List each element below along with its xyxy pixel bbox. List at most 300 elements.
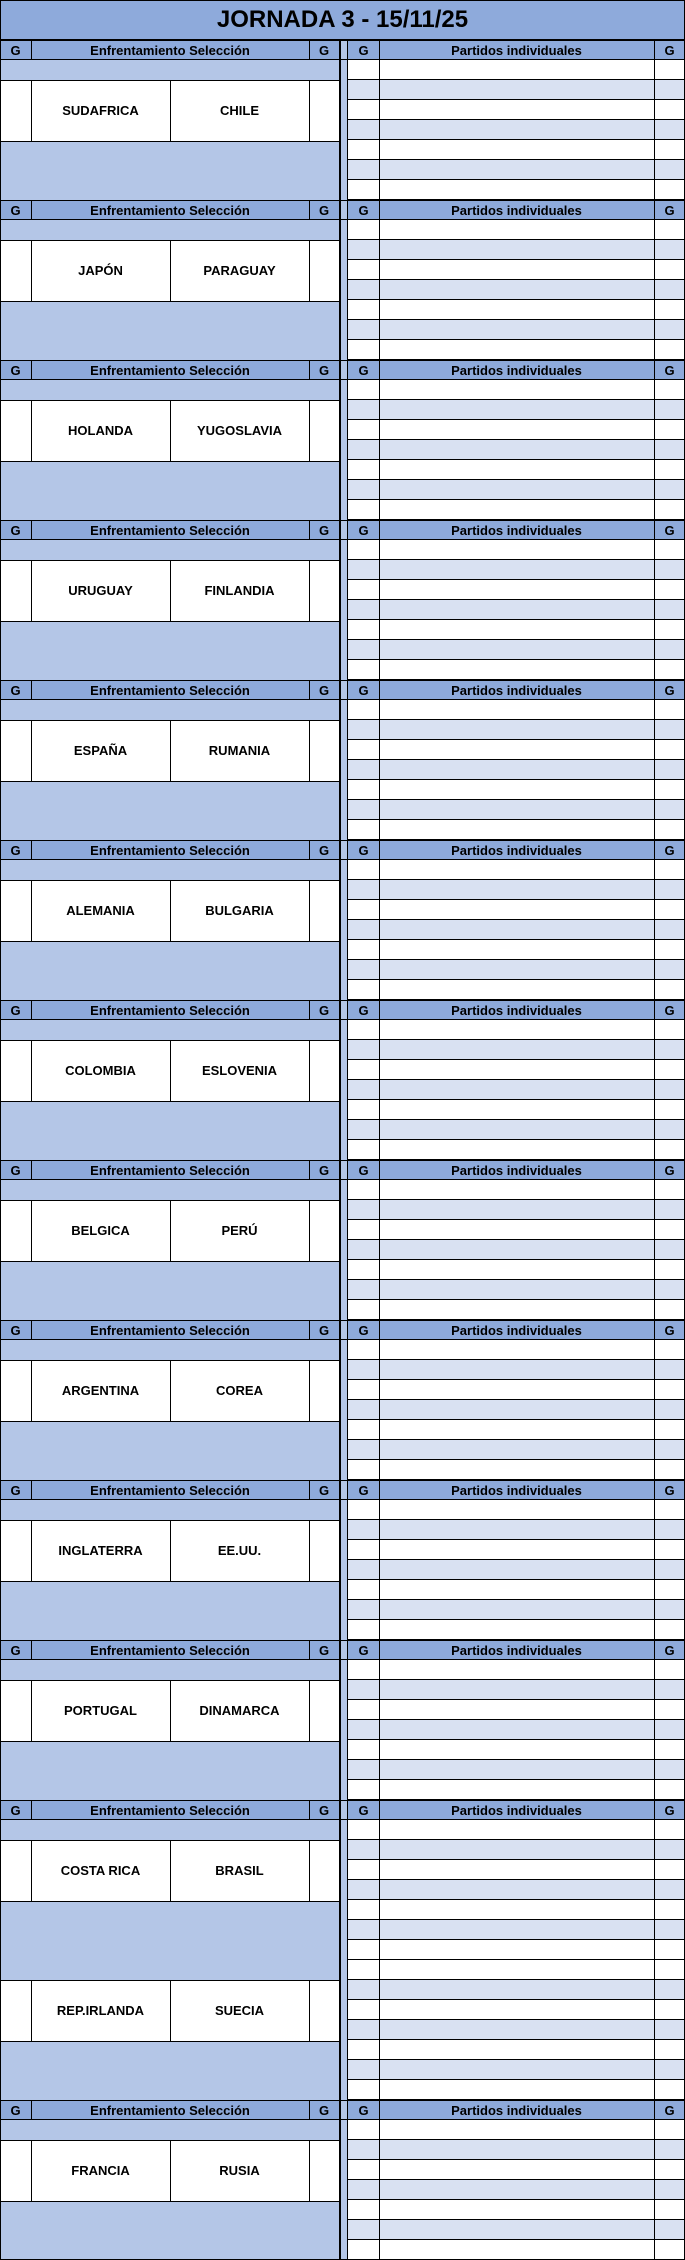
individual-match-row[interactable] bbox=[379, 820, 654, 840]
score-cell-away[interactable] bbox=[309, 1200, 339, 1261]
individual-g-right[interactable] bbox=[654, 660, 685, 680]
individual-g-left[interactable] bbox=[348, 1660, 379, 1680]
individual-g-right[interactable] bbox=[654, 120, 685, 140]
individual-g-right[interactable] bbox=[654, 2120, 685, 2140]
individual-g-right[interactable] bbox=[654, 1040, 685, 1060]
individual-g-right[interactable] bbox=[654, 860, 685, 880]
score-cell-away[interactable] bbox=[309, 400, 339, 461]
individual-g-left[interactable] bbox=[348, 1440, 379, 1460]
individual-g-left[interactable] bbox=[348, 1220, 379, 1240]
individual-g-left[interactable] bbox=[348, 1940, 379, 1960]
individual-g-right[interactable] bbox=[654, 1460, 685, 1480]
individual-match-row[interactable] bbox=[379, 600, 654, 620]
individual-match-row[interactable] bbox=[379, 1500, 654, 1520]
score-cell-away[interactable] bbox=[309, 1980, 339, 2041]
individual-match-row[interactable] bbox=[379, 880, 654, 900]
individual-match-row[interactable] bbox=[379, 1200, 654, 1220]
individual-match-row[interactable] bbox=[379, 1880, 654, 1900]
individual-match-row[interactable] bbox=[379, 860, 654, 880]
individual-match-row[interactable] bbox=[379, 2160, 654, 2180]
individual-g-right[interactable] bbox=[654, 1580, 685, 1600]
individual-g-right[interactable] bbox=[654, 1020, 685, 1040]
score-cell-away[interactable] bbox=[309, 1520, 339, 1581]
individual-match-row[interactable] bbox=[379, 2040, 654, 2060]
individual-g-left[interactable] bbox=[348, 1500, 379, 1520]
individual-match-row[interactable] bbox=[379, 1120, 654, 1140]
individual-match-row[interactable] bbox=[379, 1540, 654, 1560]
individual-g-left[interactable] bbox=[348, 300, 379, 320]
individual-g-left[interactable] bbox=[348, 1460, 379, 1480]
score-cell-home[interactable] bbox=[0, 1680, 31, 1741]
individual-match-row[interactable] bbox=[379, 1460, 654, 1480]
individual-g-right[interactable] bbox=[654, 1180, 685, 1200]
individual-g-left[interactable] bbox=[348, 280, 379, 300]
individual-g-right[interactable] bbox=[654, 1340, 685, 1360]
individual-g-right[interactable] bbox=[654, 300, 685, 320]
individual-match-row[interactable] bbox=[379, 2240, 654, 2260]
individual-g-left[interactable] bbox=[348, 640, 379, 660]
individual-g-left[interactable] bbox=[348, 2240, 379, 2260]
individual-g-right[interactable] bbox=[654, 2020, 685, 2040]
individual-g-left[interactable] bbox=[348, 1020, 379, 1040]
individual-g-right[interactable] bbox=[654, 740, 685, 760]
individual-g-right[interactable] bbox=[654, 2220, 685, 2240]
individual-match-row[interactable] bbox=[379, 1680, 654, 1700]
individual-g-right[interactable] bbox=[654, 580, 685, 600]
score-cell-away[interactable] bbox=[309, 2140, 339, 2201]
individual-g-right[interactable] bbox=[654, 1620, 685, 1640]
individual-g-right[interactable] bbox=[654, 900, 685, 920]
individual-g-right[interactable] bbox=[654, 1660, 685, 1680]
individual-g-left[interactable] bbox=[348, 260, 379, 280]
individual-g-left[interactable] bbox=[348, 2220, 379, 2240]
score-cell-home[interactable] bbox=[0, 560, 31, 621]
individual-match-row[interactable] bbox=[379, 580, 654, 600]
individual-g-right[interactable] bbox=[654, 1820, 685, 1840]
score-cell-away[interactable] bbox=[309, 240, 339, 301]
individual-g-right[interactable] bbox=[654, 1400, 685, 1420]
individual-g-left[interactable] bbox=[348, 380, 379, 400]
individual-match-row[interactable] bbox=[379, 340, 654, 360]
individual-g-left[interactable] bbox=[348, 1380, 379, 1400]
individual-match-row[interactable] bbox=[379, 380, 654, 400]
individual-g-right[interactable] bbox=[654, 2140, 685, 2160]
score-cell-home[interactable] bbox=[0, 1520, 31, 1581]
individual-g-right[interactable] bbox=[654, 320, 685, 340]
individual-g-right[interactable] bbox=[654, 1560, 685, 1580]
individual-g-right[interactable] bbox=[654, 1140, 685, 1160]
score-cell-home[interactable] bbox=[0, 240, 31, 301]
individual-match-row[interactable] bbox=[379, 60, 654, 80]
individual-g-right[interactable] bbox=[654, 1520, 685, 1540]
score-cell-home[interactable] bbox=[0, 720, 31, 781]
individual-g-left[interactable] bbox=[348, 2020, 379, 2040]
individual-g-left[interactable] bbox=[348, 1960, 379, 1980]
individual-g-left[interactable] bbox=[348, 1100, 379, 1120]
individual-g-left[interactable] bbox=[348, 1200, 379, 1220]
individual-g-left[interactable] bbox=[348, 580, 379, 600]
individual-g-right[interactable] bbox=[654, 440, 685, 460]
individual-g-right[interactable] bbox=[654, 1200, 685, 1220]
individual-g-left[interactable] bbox=[348, 800, 379, 820]
individual-g-left[interactable] bbox=[348, 1580, 379, 1600]
score-cell-home[interactable] bbox=[0, 1040, 31, 1101]
individual-g-right[interactable] bbox=[654, 700, 685, 720]
individual-match-row[interactable] bbox=[379, 1220, 654, 1240]
individual-g-right[interactable] bbox=[654, 2200, 685, 2220]
individual-g-right[interactable] bbox=[654, 640, 685, 660]
individual-match-row[interactable] bbox=[379, 1100, 654, 1120]
individual-g-left[interactable] bbox=[348, 1700, 379, 1720]
individual-g-left[interactable] bbox=[348, 1820, 379, 1840]
score-cell-away[interactable] bbox=[309, 1840, 339, 1901]
individual-match-row[interactable] bbox=[379, 1660, 654, 1680]
individual-g-left[interactable] bbox=[348, 80, 379, 100]
individual-g-left[interactable] bbox=[348, 1060, 379, 1080]
individual-g-left[interactable] bbox=[348, 400, 379, 420]
individual-g-left[interactable] bbox=[348, 1180, 379, 1200]
individual-g-left[interactable] bbox=[348, 780, 379, 800]
individual-match-row[interactable] bbox=[379, 1900, 654, 1920]
individual-g-right[interactable] bbox=[654, 1600, 685, 1620]
individual-match-row[interactable] bbox=[379, 1040, 654, 1060]
individual-g-left[interactable] bbox=[348, 1240, 379, 1260]
individual-g-right[interactable] bbox=[654, 140, 685, 160]
individual-match-row[interactable] bbox=[379, 260, 654, 280]
individual-g-left[interactable] bbox=[348, 700, 379, 720]
individual-match-row[interactable] bbox=[379, 1260, 654, 1280]
individual-g-right[interactable] bbox=[654, 1960, 685, 1980]
individual-g-left[interactable] bbox=[348, 1560, 379, 1580]
score-cell-home[interactable] bbox=[0, 1980, 31, 2041]
individual-match-row[interactable] bbox=[379, 540, 654, 560]
individual-g-right[interactable] bbox=[654, 880, 685, 900]
individual-g-right[interactable] bbox=[654, 1900, 685, 1920]
score-cell-away[interactable] bbox=[309, 720, 339, 781]
individual-g-left[interactable] bbox=[348, 2000, 379, 2020]
individual-g-right[interactable] bbox=[654, 1720, 685, 1740]
individual-match-row[interactable] bbox=[379, 180, 654, 200]
individual-match-row[interactable] bbox=[379, 980, 654, 1000]
individual-g-left[interactable] bbox=[348, 1600, 379, 1620]
individual-g-left[interactable] bbox=[348, 1520, 379, 1540]
individual-g-left[interactable] bbox=[348, 340, 379, 360]
individual-match-row[interactable] bbox=[379, 1400, 654, 1420]
individual-g-right[interactable] bbox=[654, 1280, 685, 1300]
individual-g-left[interactable] bbox=[348, 1080, 379, 1100]
individual-g-right[interactable] bbox=[654, 280, 685, 300]
individual-g-right[interactable] bbox=[654, 980, 685, 1000]
individual-g-right[interactable] bbox=[654, 1700, 685, 1720]
individual-match-row[interactable] bbox=[379, 2000, 654, 2020]
individual-g-left[interactable] bbox=[348, 2040, 379, 2060]
individual-g-right[interactable] bbox=[654, 500, 685, 520]
individual-g-right[interactable] bbox=[654, 2180, 685, 2200]
individual-g-left[interactable] bbox=[348, 420, 379, 440]
score-cell-home[interactable] bbox=[0, 2140, 31, 2201]
individual-match-row[interactable] bbox=[379, 1560, 654, 1580]
individual-match-row[interactable] bbox=[379, 940, 654, 960]
individual-g-right[interactable] bbox=[654, 1060, 685, 1080]
individual-match-row[interactable] bbox=[379, 640, 654, 660]
individual-match-row[interactable] bbox=[379, 1820, 654, 1840]
individual-g-right[interactable] bbox=[654, 2060, 685, 2080]
individual-g-right[interactable] bbox=[654, 780, 685, 800]
individual-match-row[interactable] bbox=[379, 240, 654, 260]
individual-match-row[interactable] bbox=[379, 2140, 654, 2160]
individual-g-right[interactable] bbox=[654, 1780, 685, 1800]
individual-g-left[interactable] bbox=[348, 2200, 379, 2220]
individual-g-right[interactable] bbox=[654, 1980, 685, 2000]
individual-g-right[interactable] bbox=[654, 1880, 685, 1900]
individual-g-right[interactable] bbox=[654, 1740, 685, 1760]
individual-g-left[interactable] bbox=[348, 140, 379, 160]
individual-g-right[interactable] bbox=[654, 2040, 685, 2060]
individual-g-right[interactable] bbox=[654, 1920, 685, 1940]
score-cell-away[interactable] bbox=[309, 880, 339, 941]
individual-g-left[interactable] bbox=[348, 1400, 379, 1420]
individual-g-right[interactable] bbox=[654, 1120, 685, 1140]
individual-g-left[interactable] bbox=[348, 440, 379, 460]
individual-match-row[interactable] bbox=[379, 1740, 654, 1760]
individual-g-right[interactable] bbox=[654, 1860, 685, 1880]
individual-g-right[interactable] bbox=[654, 60, 685, 80]
individual-g-left[interactable] bbox=[348, 1740, 379, 1760]
individual-g-right[interactable] bbox=[654, 1380, 685, 1400]
score-cell-home[interactable] bbox=[0, 1840, 31, 1901]
individual-g-left[interactable] bbox=[348, 860, 379, 880]
individual-match-row[interactable] bbox=[379, 1280, 654, 1300]
individual-g-right[interactable] bbox=[654, 160, 685, 180]
individual-g-left[interactable] bbox=[348, 1780, 379, 1800]
individual-g-left[interactable] bbox=[348, 1720, 379, 1740]
individual-match-row[interactable] bbox=[379, 1860, 654, 1880]
individual-g-right[interactable] bbox=[654, 1240, 685, 1260]
individual-g-left[interactable] bbox=[348, 760, 379, 780]
individual-g-left[interactable] bbox=[348, 1260, 379, 1280]
score-cell-away[interactable] bbox=[309, 1680, 339, 1741]
individual-g-right[interactable] bbox=[654, 540, 685, 560]
score-cell-home[interactable] bbox=[0, 80, 31, 141]
individual-match-row[interactable] bbox=[379, 620, 654, 640]
individual-g-left[interactable] bbox=[348, 460, 379, 480]
individual-match-row[interactable] bbox=[379, 1600, 654, 1620]
individual-g-left[interactable] bbox=[348, 120, 379, 140]
individual-match-row[interactable] bbox=[379, 1360, 654, 1380]
individual-match-row[interactable] bbox=[379, 1840, 654, 1860]
individual-match-row[interactable] bbox=[379, 1340, 654, 1360]
score-cell-away[interactable] bbox=[309, 1360, 339, 1421]
individual-match-row[interactable] bbox=[379, 100, 654, 120]
individual-g-left[interactable] bbox=[348, 1360, 379, 1380]
individual-g-right[interactable] bbox=[654, 480, 685, 500]
individual-match-row[interactable] bbox=[379, 560, 654, 580]
individual-match-row[interactable] bbox=[379, 1300, 654, 1320]
individual-match-row[interactable] bbox=[379, 720, 654, 740]
individual-g-left[interactable] bbox=[348, 1140, 379, 1160]
individual-g-left[interactable] bbox=[348, 1540, 379, 1560]
individual-g-left[interactable] bbox=[348, 1120, 379, 1140]
individual-g-right[interactable] bbox=[654, 460, 685, 480]
individual-g-left[interactable] bbox=[348, 1040, 379, 1060]
score-cell-home[interactable] bbox=[0, 400, 31, 461]
individual-match-row[interactable] bbox=[379, 1760, 654, 1780]
individual-g-right[interactable] bbox=[654, 180, 685, 200]
individual-match-row[interactable] bbox=[379, 400, 654, 420]
individual-match-row[interactable] bbox=[379, 1080, 654, 1100]
individual-g-left[interactable] bbox=[348, 2180, 379, 2200]
individual-g-right[interactable] bbox=[654, 600, 685, 620]
individual-match-row[interactable] bbox=[379, 960, 654, 980]
individual-g-right[interactable] bbox=[654, 1940, 685, 1960]
individual-match-row[interactable] bbox=[379, 2020, 654, 2040]
individual-g-left[interactable] bbox=[348, 1880, 379, 1900]
individual-g-left[interactable] bbox=[348, 980, 379, 1000]
individual-g-right[interactable] bbox=[654, 1760, 685, 1780]
individual-g-left[interactable] bbox=[348, 540, 379, 560]
individual-g-left[interactable] bbox=[348, 60, 379, 80]
individual-g-left[interactable] bbox=[348, 2160, 379, 2180]
individual-g-right[interactable] bbox=[654, 2160, 685, 2180]
individual-g-left[interactable] bbox=[348, 220, 379, 240]
individual-match-row[interactable] bbox=[379, 160, 654, 180]
individual-match-row[interactable] bbox=[379, 440, 654, 460]
individual-g-right[interactable] bbox=[654, 720, 685, 740]
individual-match-row[interactable] bbox=[379, 900, 654, 920]
individual-g-right[interactable] bbox=[654, 1220, 685, 1240]
individual-g-right[interactable] bbox=[654, 1260, 685, 1280]
individual-match-row[interactable] bbox=[379, 1720, 654, 1740]
individual-match-row[interactable] bbox=[379, 1920, 654, 1940]
individual-g-left[interactable] bbox=[348, 720, 379, 740]
individual-g-left[interactable] bbox=[348, 560, 379, 580]
individual-g-right[interactable] bbox=[654, 2000, 685, 2020]
individual-match-row[interactable] bbox=[379, 2220, 654, 2240]
individual-g-left[interactable] bbox=[348, 660, 379, 680]
individual-g-right[interactable] bbox=[654, 340, 685, 360]
individual-g-left[interactable] bbox=[348, 1300, 379, 1320]
individual-g-left[interactable] bbox=[348, 1340, 379, 1360]
individual-match-row[interactable] bbox=[379, 660, 654, 680]
individual-match-row[interactable] bbox=[379, 1380, 654, 1400]
individual-g-left[interactable] bbox=[348, 160, 379, 180]
individual-match-row[interactable] bbox=[379, 1960, 654, 1980]
individual-match-row[interactable] bbox=[379, 2120, 654, 2140]
individual-g-left[interactable] bbox=[348, 940, 379, 960]
individual-g-left[interactable] bbox=[348, 820, 379, 840]
individual-g-right[interactable] bbox=[654, 620, 685, 640]
individual-g-left[interactable] bbox=[348, 920, 379, 940]
individual-match-row[interactable] bbox=[379, 1520, 654, 1540]
individual-match-row[interactable] bbox=[379, 1240, 654, 1260]
individual-g-left[interactable] bbox=[348, 2120, 379, 2140]
individual-g-right[interactable] bbox=[654, 260, 685, 280]
individual-g-left[interactable] bbox=[348, 180, 379, 200]
individual-match-row[interactable] bbox=[379, 920, 654, 940]
individual-g-right[interactable] bbox=[654, 800, 685, 820]
individual-g-left[interactable] bbox=[348, 1280, 379, 1300]
individual-match-row[interactable] bbox=[379, 120, 654, 140]
individual-match-row[interactable] bbox=[379, 300, 654, 320]
individual-match-row[interactable] bbox=[379, 480, 654, 500]
individual-match-row[interactable] bbox=[379, 420, 654, 440]
individual-g-right[interactable] bbox=[654, 80, 685, 100]
individual-g-left[interactable] bbox=[348, 480, 379, 500]
individual-g-left[interactable] bbox=[348, 620, 379, 640]
individual-g-left[interactable] bbox=[348, 2080, 379, 2100]
individual-g-left[interactable] bbox=[348, 1760, 379, 1780]
score-cell-away[interactable] bbox=[309, 1040, 339, 1101]
individual-g-left[interactable] bbox=[348, 500, 379, 520]
score-cell-away[interactable] bbox=[309, 80, 339, 141]
individual-match-row[interactable] bbox=[379, 2200, 654, 2220]
individual-match-row[interactable] bbox=[379, 800, 654, 820]
individual-g-left[interactable] bbox=[348, 740, 379, 760]
individual-match-row[interactable] bbox=[379, 2080, 654, 2100]
individual-g-right[interactable] bbox=[654, 1080, 685, 1100]
individual-g-left[interactable] bbox=[348, 240, 379, 260]
individual-g-right[interactable] bbox=[654, 220, 685, 240]
individual-match-row[interactable] bbox=[379, 1060, 654, 1080]
individual-match-row[interactable] bbox=[379, 1940, 654, 1960]
individual-g-left[interactable] bbox=[348, 1920, 379, 1940]
individual-g-right[interactable] bbox=[654, 960, 685, 980]
individual-match-row[interactable] bbox=[379, 1700, 654, 1720]
individual-match-row[interactable] bbox=[379, 80, 654, 100]
individual-g-right[interactable] bbox=[654, 1680, 685, 1700]
individual-match-row[interactable] bbox=[379, 140, 654, 160]
individual-match-row[interactable] bbox=[379, 1580, 654, 1600]
individual-match-row[interactable] bbox=[379, 740, 654, 760]
individual-g-right[interactable] bbox=[654, 1540, 685, 1560]
individual-match-row[interactable] bbox=[379, 1140, 654, 1160]
individual-match-row[interactable] bbox=[379, 1440, 654, 1460]
individual-g-right[interactable] bbox=[654, 2080, 685, 2100]
individual-g-right[interactable] bbox=[654, 1420, 685, 1440]
individual-g-left[interactable] bbox=[348, 1420, 379, 1440]
individual-g-left[interactable] bbox=[348, 880, 379, 900]
individual-match-row[interactable] bbox=[379, 280, 654, 300]
individual-match-row[interactable] bbox=[379, 1780, 654, 1800]
individual-g-right[interactable] bbox=[654, 240, 685, 260]
score-cell-away[interactable] bbox=[309, 560, 339, 621]
individual-g-right[interactable] bbox=[654, 400, 685, 420]
individual-g-left[interactable] bbox=[348, 1900, 379, 1920]
score-cell-home[interactable] bbox=[0, 880, 31, 941]
score-cell-home[interactable] bbox=[0, 1200, 31, 1261]
individual-g-right[interactable] bbox=[654, 380, 685, 400]
individual-g-right[interactable] bbox=[654, 560, 685, 580]
individual-g-right[interactable] bbox=[654, 100, 685, 120]
individual-g-left[interactable] bbox=[348, 2140, 379, 2160]
individual-g-right[interactable] bbox=[654, 1100, 685, 1120]
individual-g-left[interactable] bbox=[348, 600, 379, 620]
individual-g-left[interactable] bbox=[348, 1980, 379, 2000]
individual-g-right[interactable] bbox=[654, 1500, 685, 1520]
individual-match-row[interactable] bbox=[379, 320, 654, 340]
individual-g-left[interactable] bbox=[348, 2060, 379, 2080]
individual-match-row[interactable] bbox=[379, 500, 654, 520]
individual-g-right[interactable] bbox=[654, 420, 685, 440]
individual-g-right[interactable] bbox=[654, 2240, 685, 2260]
individual-g-left[interactable] bbox=[348, 1620, 379, 1640]
individual-g-right[interactable] bbox=[654, 1440, 685, 1460]
score-cell-home[interactable] bbox=[0, 1360, 31, 1421]
individual-g-left[interactable] bbox=[348, 1680, 379, 1700]
individual-match-row[interactable] bbox=[379, 1020, 654, 1040]
individual-g-right[interactable] bbox=[654, 1840, 685, 1860]
individual-match-row[interactable] bbox=[379, 220, 654, 240]
